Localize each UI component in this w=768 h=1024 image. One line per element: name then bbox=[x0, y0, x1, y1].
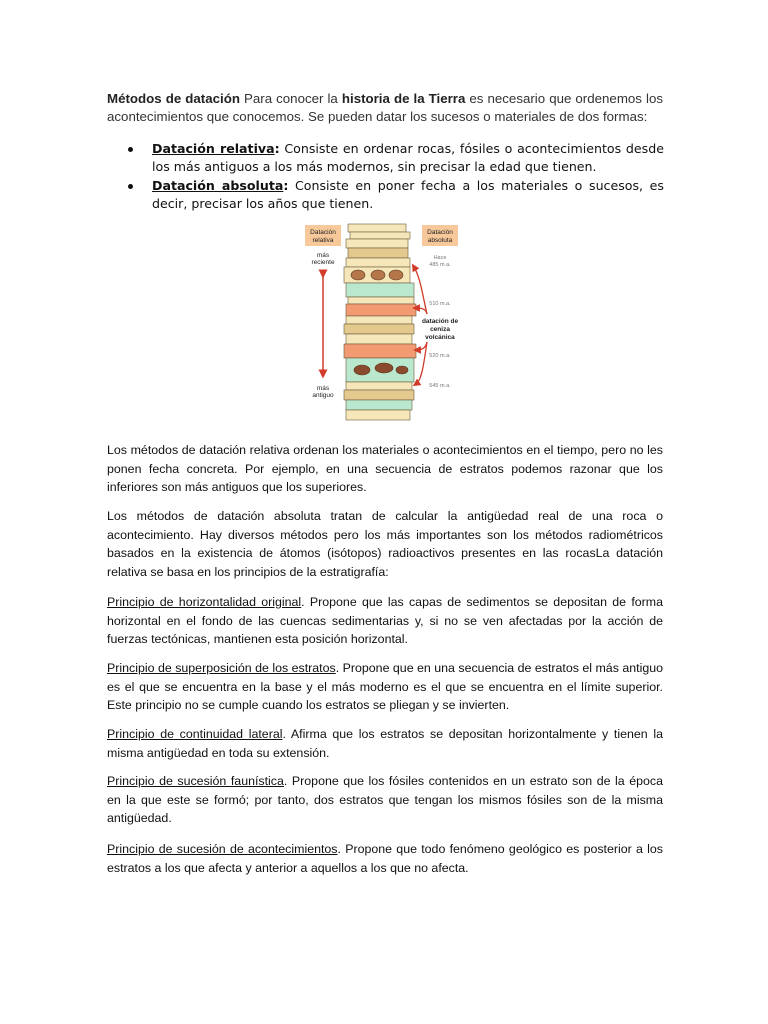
paragraph-relative: Los métodos de datación relativa ordenan los materiales o acontecimientos en el tiempo, pero no les ponen fecha concreta. Por ejemplo, en una secuencia de estratos podemos razonar que los inferiores son más antiguos que los superiores. bbox=[107, 443, 663, 494]
intro-text-2: es necesario que ordenemos los acontecimientos que conocemos. Se pueden datar los sucesos o materiales de dos formas: bbox=[107, 91, 663, 124]
absolute-dating-arrows bbox=[414, 267, 427, 384]
principle-text: . Afirma que los estratos se depositan horizontalmente y tienen la misma antigüedad en toda su extensión. bbox=[107, 727, 663, 760]
principle-text: . Propone que las capas de sedimentos se depositan de forma horizontal en el fondo de las cuencas sedimentarias y, si no se ven afectadas por la acción de fuerzas tectónicas, mantienen esta posición horizontal. bbox=[107, 595, 663, 646]
list-item-relative bbox=[128, 140, 664, 176]
intro-bold-term: historia de la Tierra bbox=[341, 91, 466, 106]
age-label-3: 520 m.a. bbox=[429, 353, 451, 359]
label-newest-2: reciente bbox=[311, 259, 335, 266]
header-absolute-line2: absoluta bbox=[427, 237, 453, 244]
term-colon: : bbox=[283, 178, 289, 193]
definition-relative: Consiste en ordenar rocas, fósiles o acontecimientos desde los más antiguos a los más modernos, sin precisar la edad que tienen. bbox=[152, 141, 664, 174]
paragraph-absolute: Los métodos de datación absoluta tratan de calcular la antigüedad real de una roca o acontecimiento. Hay diversos métodos pero los más importantes son los métodos radiométricos basados en la existencia de átomos (isótopos) radioactivos presentes en las rocasLa datación relativa se basa en los principios de la estratigrafía: bbox=[107, 509, 663, 579]
principle-title: Principio de sucesión faunística bbox=[107, 774, 284, 788]
principle-title: Principio de continuidad lateral bbox=[107, 727, 283, 741]
header-absolute-line1: Datación bbox=[427, 229, 453, 236]
principle-title: Principio de superposición de los estratos bbox=[107, 661, 336, 675]
principle-text: . Propone que todo fenómeno geológico es posterior a los estratos a los que afecta y anterior a aquellos a los que no afecta. bbox=[107, 842, 663, 875]
principle-superposition bbox=[107, 659, 663, 715]
header-relative-line1: Datación bbox=[310, 229, 336, 236]
header-relative-line2: relativa bbox=[312, 237, 334, 244]
age-label-4: 545 m.a. bbox=[429, 383, 451, 389]
age-label-1: 485 m.a. bbox=[429, 262, 451, 268]
principle-title: Principio de horizontalidad original bbox=[107, 595, 302, 609]
list-item-absolute bbox=[128, 177, 664, 213]
principle-text: . Propone que los fósiles contenidos en un estrato son de la época en la que este se formó; por tanto, dos estratos que tengan los mismos fósiles son de la misma antigüedad. bbox=[107, 774, 663, 825]
label-oldest-2: antiguo bbox=[312, 392, 334, 399]
label-hace: Hace bbox=[433, 255, 447, 261]
dating-label-3: volcánica bbox=[425, 334, 455, 341]
dating-label-1: datación de bbox=[421, 318, 459, 325]
intro-text-1: Para conocer la bbox=[239, 91, 342, 106]
principle-text: . Propone que en una secuencia de estratos el más antiguo es el que se encuentra en la base y el más moderno es el que se encuentra en el límite superior. Este principio no se cumple cuando los estratos se pliegan y se invierten. bbox=[107, 661, 663, 712]
principle-horizontality bbox=[107, 593, 663, 649]
term-colon: : bbox=[274, 141, 280, 156]
label-oldest-1: más bbox=[316, 385, 330, 392]
term-relative: Datación relativa bbox=[152, 141, 275, 156]
strata-column bbox=[344, 224, 416, 420]
dating-methods-list bbox=[128, 140, 664, 214]
principle-lateral-continuity bbox=[107, 725, 663, 762]
principle-title: Principio de sucesión de acontecimientos bbox=[107, 842, 338, 856]
age-label-2: 510 m.a. bbox=[429, 301, 451, 307]
intro-heading: Métodos de datación bbox=[107, 91, 240, 106]
label-newest-1: más bbox=[316, 252, 330, 259]
principle-event-succession bbox=[107, 840, 663, 877]
intro-paragraph bbox=[107, 90, 663, 126]
strata-dating-figure bbox=[300, 222, 470, 426]
dating-label-2: ceniza bbox=[430, 326, 450, 333]
definition-absolute: Consiste en poner fecha a los materiales o sucesos, es decir, precisar los años que tienen. bbox=[152, 178, 664, 211]
term-absolute: Datación absoluta bbox=[152, 178, 284, 193]
principle-faunal-succession bbox=[107, 772, 663, 828]
